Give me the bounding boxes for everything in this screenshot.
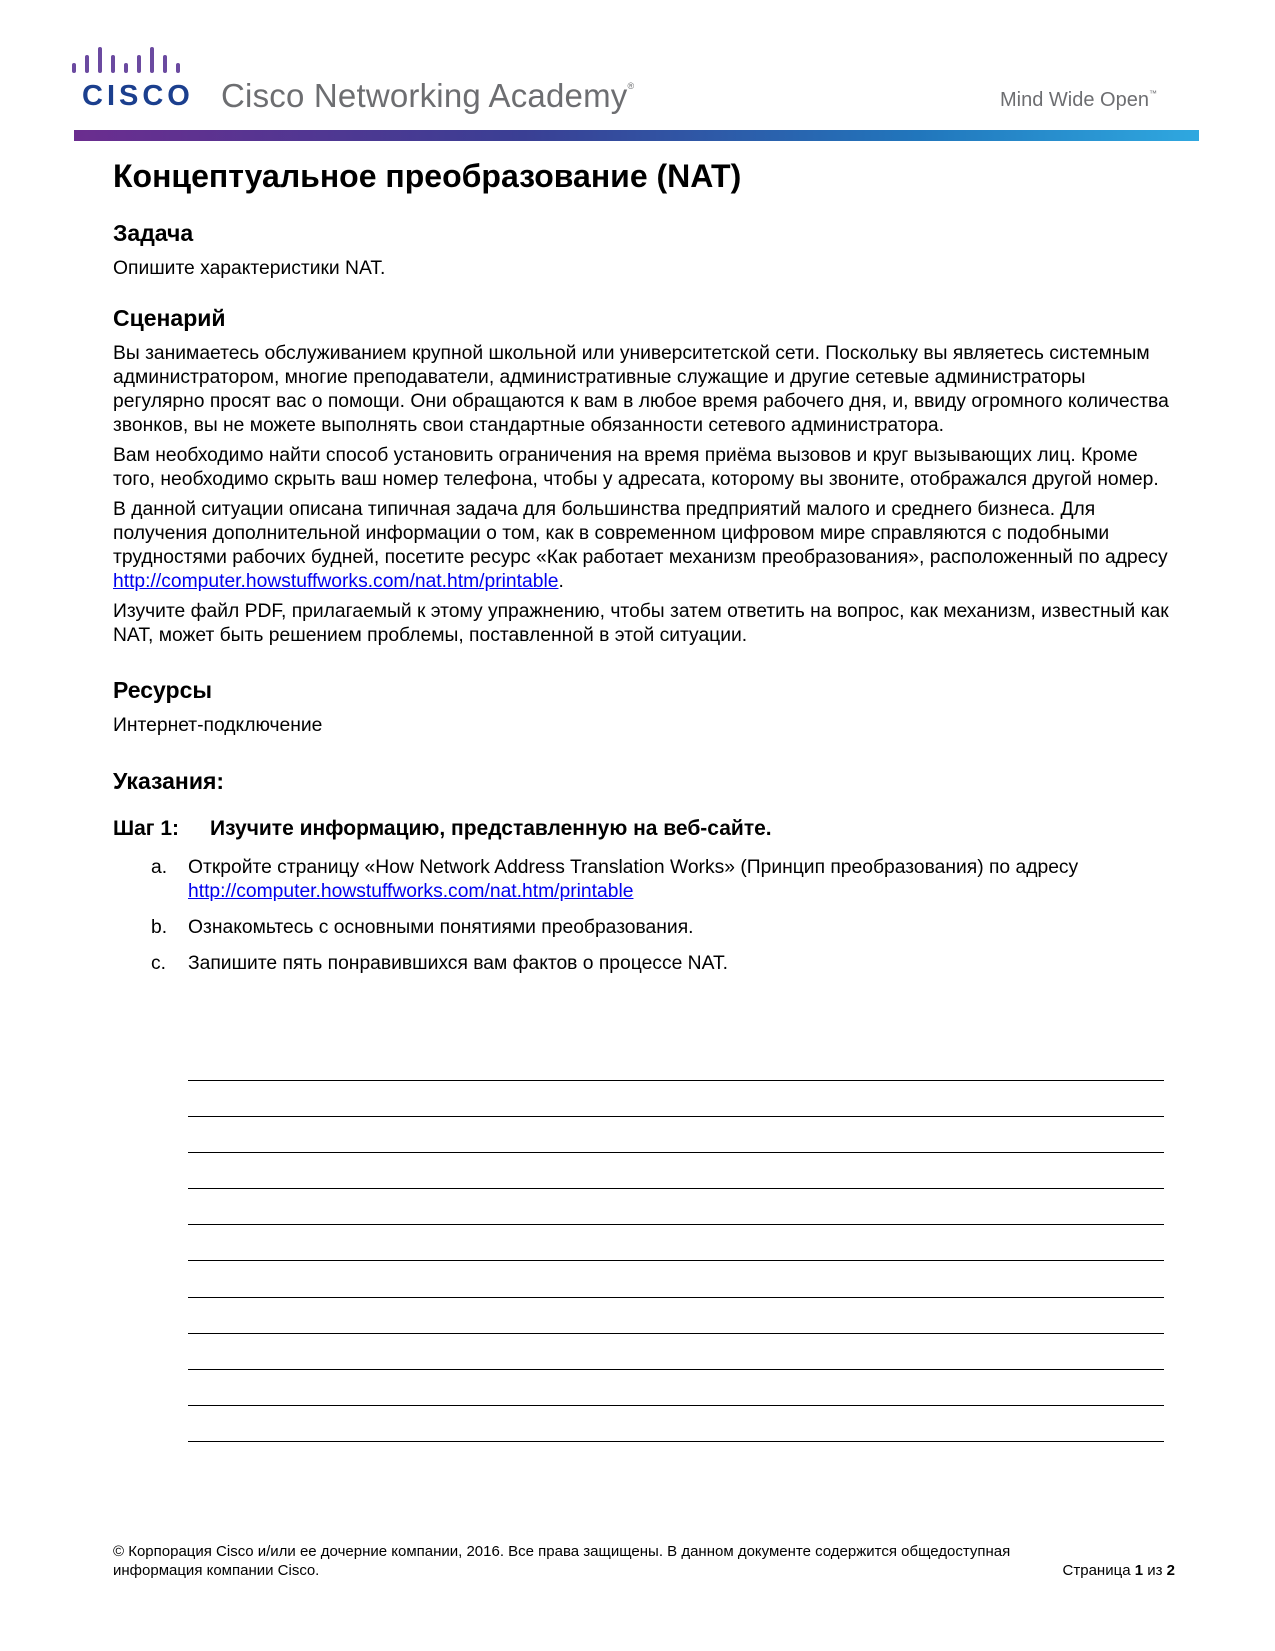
scenario-paragraph-3: В данной ситуации описана типичная задача для большинства предприятий малого и среднего бизнеса. Для получения дополнительной информации о том, как в современном цифровом мире справляются с подобными трудностями рабочих будней, посетите ресурс «Как работает механизм преобразования», расположенный по адресу http://computer.howstuffworks.com/nat.htm/printable. [113,499,1168,592]
answer-line[interactable] [188,1152,1164,1153]
answer-line[interactable] [188,1116,1164,1117]
copyright-text: © Корпорация Cisco и/или ее дочерние компании, 2016. Все права защищены. В данном документе содержится общедоступная информация компании Cisco. [113,1543,1011,1579]
answer-line[interactable] [188,1080,1164,1081]
document-title: Концептуальное преобразование (NAT) [113,158,742,194]
document-content [113,154,1173,976]
answer-line[interactable] [188,1188,1164,1189]
header-gradient-bar [74,130,1199,141]
resources-text: Интернет-подключение [113,715,323,736]
scenario-paragraph-2: Вам необходимо найти способ установить ограничения на время приёма вызовов и круг вызывающих лиц. Кроме того, необходимо скрыть ваш номер телефона, чтобы у адресата, которому вы звоните, отображался другой номер. [113,445,1159,490]
answer-line[interactable] [188,1297,1164,1298]
academy-name: Cisco Networking Academy® [221,77,635,114]
scenario-heading: Сценарий [113,305,226,331]
answer-line[interactable] [188,1260,1164,1261]
cisco-logo-text: CISCO [82,80,194,112]
resources-heading: Ресурсы [113,677,213,703]
answer-line[interactable] [188,1369,1164,1370]
list-item: c. Запишите пять понравившихся вам фактов о процессе NAT. [151,953,729,974]
page-number: Страница 1 из 2 [1062,1562,1175,1579]
howstuffworks-link[interactable]: http://computer.howstuffworks.com/nat.htm/printable [188,881,634,902]
answer-line[interactable] [188,1441,1164,1442]
task-text: Опишите характеристики NAT. [113,258,386,279]
tagline: Mind Wide Open™ [1000,89,1157,111]
scenario-paragraph-4: Изучите файл PDF, прилагаемый к этому упражнению, чтобы затем ответить на вопрос, как механизм, известный как NAT, может быть решением проблемы, поставленной в этой ситуации. [113,601,1169,646]
list-item: b. Ознакомьтесь с основными понятиями преобразования. [151,917,694,938]
answer-line[interactable] [188,1224,1164,1225]
step-1-heading: Шаг 1: Изучите информацию, представленную на веб-сайте. [113,817,772,840]
answer-line[interactable] [188,1405,1164,1406]
cisco-bars-icon [72,47,190,77]
instruction-list [113,856,1173,976]
answer-lines[interactable] [188,1080,1164,1477]
list-item: a. Откройте страницу «How Network Address Translation Works» (Принцип преобразования) по адресу http://computer.howstuffworks.com/nat.htm/printable [151,857,1079,902]
answer-line[interactable] [188,1333,1164,1334]
scenario-paragraph-1: Вы занимаетесь обслуживанием крупной школьной или университетской сети. Поскольку вы являетесь системным администратором, многие преподаватели, административные служащие и другие сетевые администраторы регулярно просят вас о помощи. Они обращаются к вам в любое время рабочего дня, и, ввиду огромного количества звонков, вы не можете выполнять свои стандартные обязанности сетевого администратора. [113,343,1169,436]
howstuffworks-link[interactable]: http://computer.howstuffworks.com/nat.htm/printable [113,571,559,592]
task-heading: Задача [113,220,194,246]
instructions-heading: Указания: [113,768,225,794]
